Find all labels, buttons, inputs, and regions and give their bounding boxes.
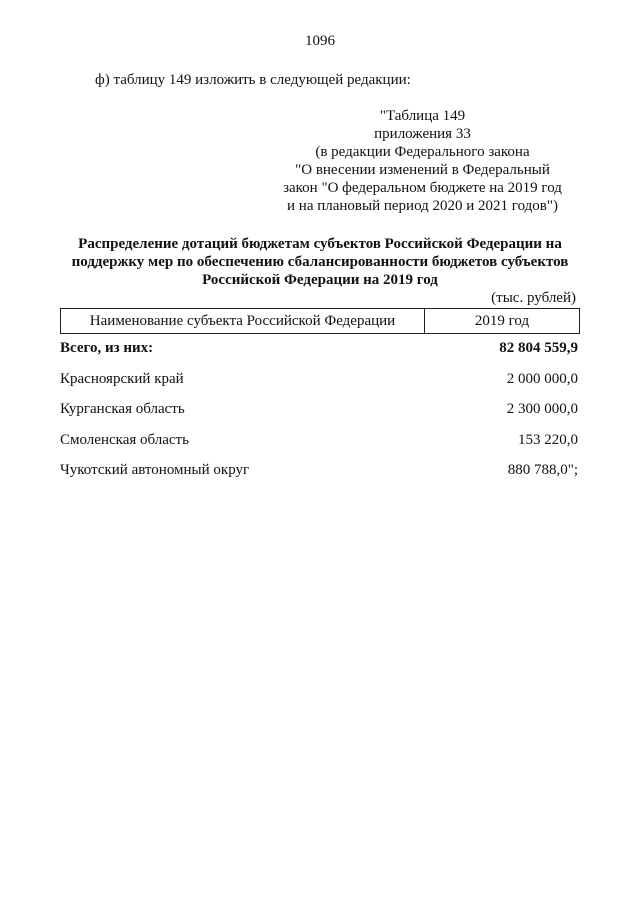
column-header-year: 2019 год xyxy=(474,313,530,329)
heading-line: и на плановый период 2020 и 2021 годов") xyxy=(287,198,558,214)
row-name: Всего, из них: xyxy=(60,340,154,356)
title-line: поддержку мер по обеспечению сбалансированности бюджетов субъектов xyxy=(71,254,569,270)
table-heading-block xyxy=(270,107,575,215)
table-row xyxy=(60,430,578,461)
heading-line: "О внесении изменений в Федеральный xyxy=(295,162,550,178)
intro-text: ф) таблицу 149 изложить в следующей редакции: xyxy=(95,72,411,88)
title-line: Распределение дотаций бюджетам субъектов Российской Федерации на xyxy=(78,236,562,252)
row-name: Смоленская область xyxy=(60,431,189,448)
row-value: 2 000 000,0 xyxy=(506,370,578,387)
page-number: 1096 xyxy=(305,33,335,49)
heading-line: (в редакции Федерального закона xyxy=(315,144,530,160)
heading-line: приложения 33 xyxy=(374,126,471,142)
table-header xyxy=(60,308,580,334)
row-value: 2 300 000,0 xyxy=(506,401,578,417)
table-row xyxy=(60,369,578,400)
column-header-name: Наименование субъекта Российской Федерации xyxy=(61,309,425,333)
row-name: Чукотский автономный округ xyxy=(60,462,250,478)
table-row xyxy=(60,460,578,491)
table-row-total xyxy=(60,338,578,369)
table-body xyxy=(60,338,578,491)
units-label: (тыс. рублей) xyxy=(491,290,576,306)
heading-line: закон "О федеральном бюджете на 2019 год xyxy=(283,180,562,196)
heading-line: "Таблица 149 xyxy=(379,108,466,124)
title-line: Российской Федерации на 2019 год xyxy=(202,272,438,288)
row-name: Курганская область xyxy=(60,401,185,417)
row-value: 82 804 559,9 xyxy=(499,340,578,356)
row-name: Красноярский край xyxy=(60,370,184,387)
table-row xyxy=(60,399,578,430)
row-value: 153 220,0 xyxy=(518,431,578,448)
row-value: 880 788,0"; xyxy=(507,462,578,478)
document-title xyxy=(55,235,585,289)
